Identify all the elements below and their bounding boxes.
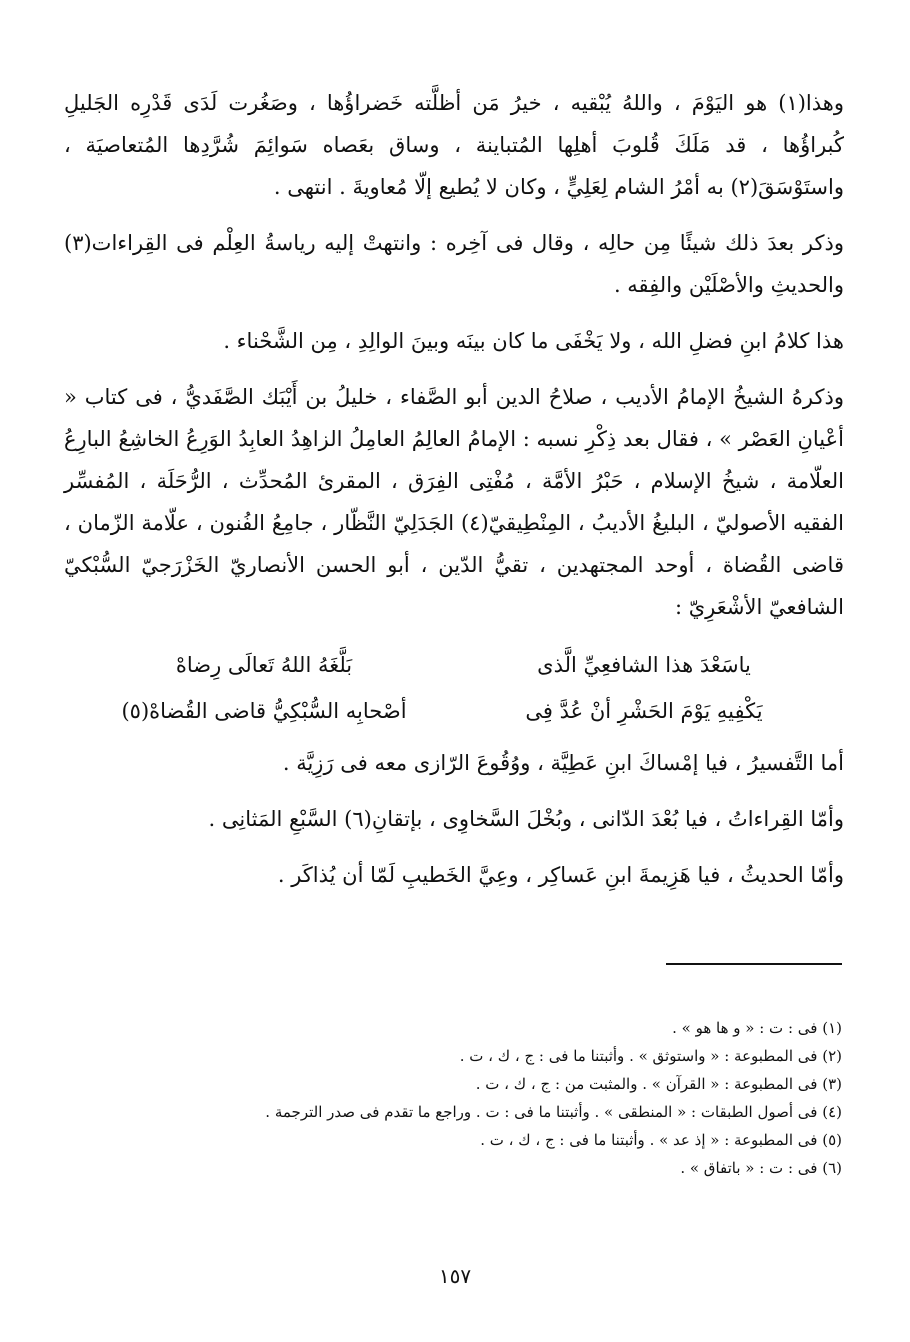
verse-1 (64, 642, 844, 688)
closing-line-2: وأمّا القِراءاتُ ، فيا بُعْدَ الدّانى ، وبُخْلَ السَّخاوِى ، بإتقانِ(٦) السَّبْعِ المَثانِى . (208, 807, 844, 831)
footnote-separator (666, 963, 842, 965)
footnote-3: (٣) فى المطبوعة : « القرآن » . والمثبت من : ج ، ك ، ت . (475, 1075, 842, 1093)
verse-2-first-hemistich: يَكْفِيهِ يَوْمَ الحَشْرِ أنْ عُدَّ فِى (525, 699, 763, 723)
footnotes (62, 1014, 842, 1182)
paragraph-1: وهذا(١) هو اليَوْمَ ، واللهُ يُبْقيه ، خيرُ مَن أظلَّته خَضراؤُها ، وصَغُرت لَدَى قَدْرِه الجَليلِ كُبراؤُها ، قد مَلَكَ قُلوبَ أهلِها المُتباينة ، وساق بعَصاه سَوائِمَ شُرَّدِها المُتعاصيَة ، واستَوْسَقَ(٢) به أمْرُ الشام لِعَلِيٍّ ، وكان لا يُطيع إلّا مُعاويةَ . انتهى . (64, 91, 844, 199)
verse-1-second-hemistich: بَلَّغَهُ اللهُ تَعالَى رِضاهْ (175, 653, 353, 677)
main-text (64, 82, 844, 910)
footnote-1: (١) فى : ت : « و ها هو » . (672, 1019, 842, 1037)
footnote-5: (٥) فى المطبوعة : « إذ عد » . وأثبتنا ما فى : ج ، ك ، ت . (480, 1131, 842, 1149)
verse-2-second-hemistich: أصْحابِه السُّبْكِيُّ قاضى القُضاهْ(٥) (121, 699, 407, 723)
closing-line-3: وأمّا الحديثُ ، فيا هَزِيمةَ ابنِ عَساكِر ، وعِيَّ الخَطيبِ لَمّا أن يُذاكَر . (277, 863, 844, 887)
page-number: ١٥٧ (438, 1264, 472, 1288)
paragraph-4: وذكرهُ الشيخُ الإمامُ الأديب ، صلاحُ الدين أبو الصَّفاء ، خليلُ بن أَيْبَك الصَّفَديُّ ، فى كتاب « أعْيانِ العَصْر » ، فقال بعد ذِكْرِ نسبه : الإمامُ العالِمُ العامِلُ الزاهِدُ العابِدُ الوَرِعُ الخاشِعُ البارِعُ العلّامة ، شيخُ الإسلام ، حَبْرُ الأمَّة ، مُفْتِى الفِرَق ، المقرئ المُحدِّث ، الرُّحَلَة ، المُفسِّر الفقيه الأصوليّ ، البليغُ الأديبُ ، المِنْطِيقيّ(٤) الجَدَلِيّ النَّظّار ، جامِعُ الفُنون ، علّامة الزّمان ، قاضى القُضاة ، أوحد المجتهدين ، تقيُّ الدّين ، أبو الحسن الأنصاريّ الخَزْرَجيّ السُّبْكيّ الشافعيّ الأشْعَرِيّ : (64, 385, 844, 619)
paragraph-3: هذا كلامُ ابنِ فضلِ الله ، ولا يَخْفَى ما كان بينَه وبينَ الوالِدِ ، مِن الشَّحْناء . (223, 329, 844, 353)
footnote-6: (٦) فى : ت : « باتفاق » . (680, 1159, 842, 1177)
poem-verses (64, 642, 844, 734)
paragraph-2: وذكر بعدَ ذلك شيئًا مِن حالِه ، وقال فى آخِره : وانتهتْ إليه رياسةُ العِلْم فى القِراءات(٣) والحديثِ والأصْلَيْن والفِقه . (64, 231, 844, 297)
footnote-2: (٢) فى المطبوعة : « واستوثق » . وأثبتنا ما فى : ج ، ك ، ت . (459, 1047, 842, 1065)
verse-2 (64, 688, 844, 734)
closing-line-1: أما التَّفسيرُ ، فيا إمْساكَ ابنِ عَطِيَّة ، ووُقُوعَ الرّازى معه فى رَزِيَّة . (282, 751, 844, 775)
verse-1-first-hemistich: ياسَعْدَ هذا الشافعِيِّ الَّذى (537, 653, 751, 677)
footnote-4: (٤) فى أصول الطبقات : « المنطقى » . وأثبتنا ما فى : ت . وراجع ما تقدم فى صدر الترجمة . (265, 1103, 842, 1121)
